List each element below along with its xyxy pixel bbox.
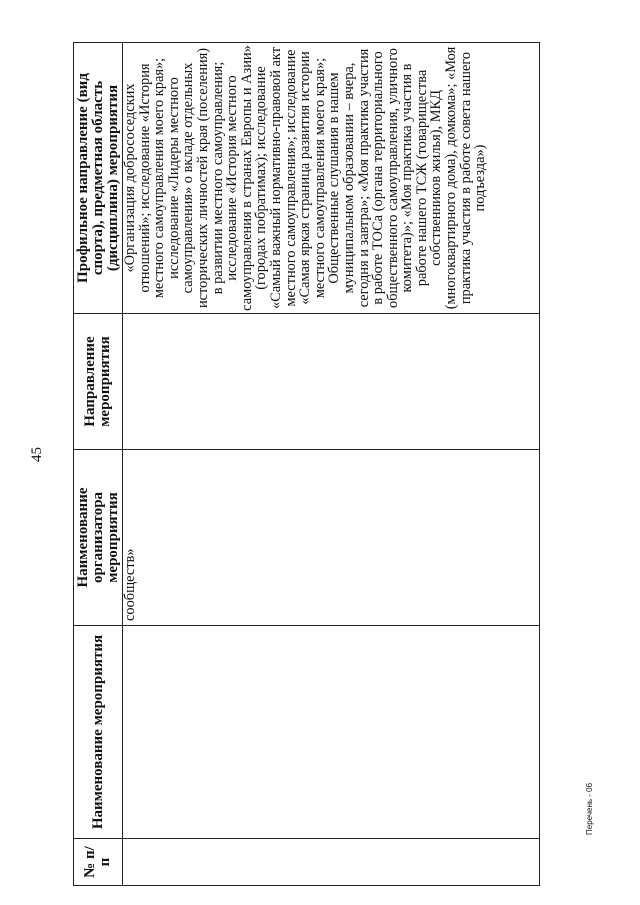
header-event-name: Наименование мероприятия [74,626,123,839]
footer-code: Перечень - 06 [585,782,594,835]
table-row [123,43,540,886]
cell-direction [123,314,540,450]
page-number: 45 [29,447,45,462]
cell-num [123,839,540,886]
events-table-container [73,43,540,886]
header-organizer: Наименование организатора мероприятия [74,450,123,626]
events-table [73,42,540,886]
cell-profile: «Организация добрососедских отношений»; исследование «История местного самоуправления моего края»; исследование «Лидеры местного самоуправления» о вкладе отдельных исторических личностей края (поселения) в развитии местного самоуправления; исследование «История местного самоуправления в странах Европы и Азии» (городах побратимах); исследование «Самый важный нормативно-правовой акт местного самоуправления»; исследование «Самая яркая страница развития истории местного самоуправления моего края»; Общественные слушания в нашем муниципальном образовании – вчера, сегодня и завтра»; «Моя практика участия в работе ТОСа (органа территориального общественного самоуправления, уличного комитета)»; «Моя практика участия в работе нашего ТСЖ (товарищества собственников жилья), МКД (многоквартирного дома), домкома»; «Моя практика участия в работе совета нашего подъезда») [123,43,540,314]
header-num: № п/п [74,839,123,886]
header-direction: Направление мероприятия [74,314,123,450]
header-profile: Профильное направление (вид спорта), предметная область (дисциплина) мероприятия [74,43,123,314]
cell-event-name [123,626,540,839]
table-header-row [74,43,123,886]
cell-organizer: сообществ» [123,450,540,626]
